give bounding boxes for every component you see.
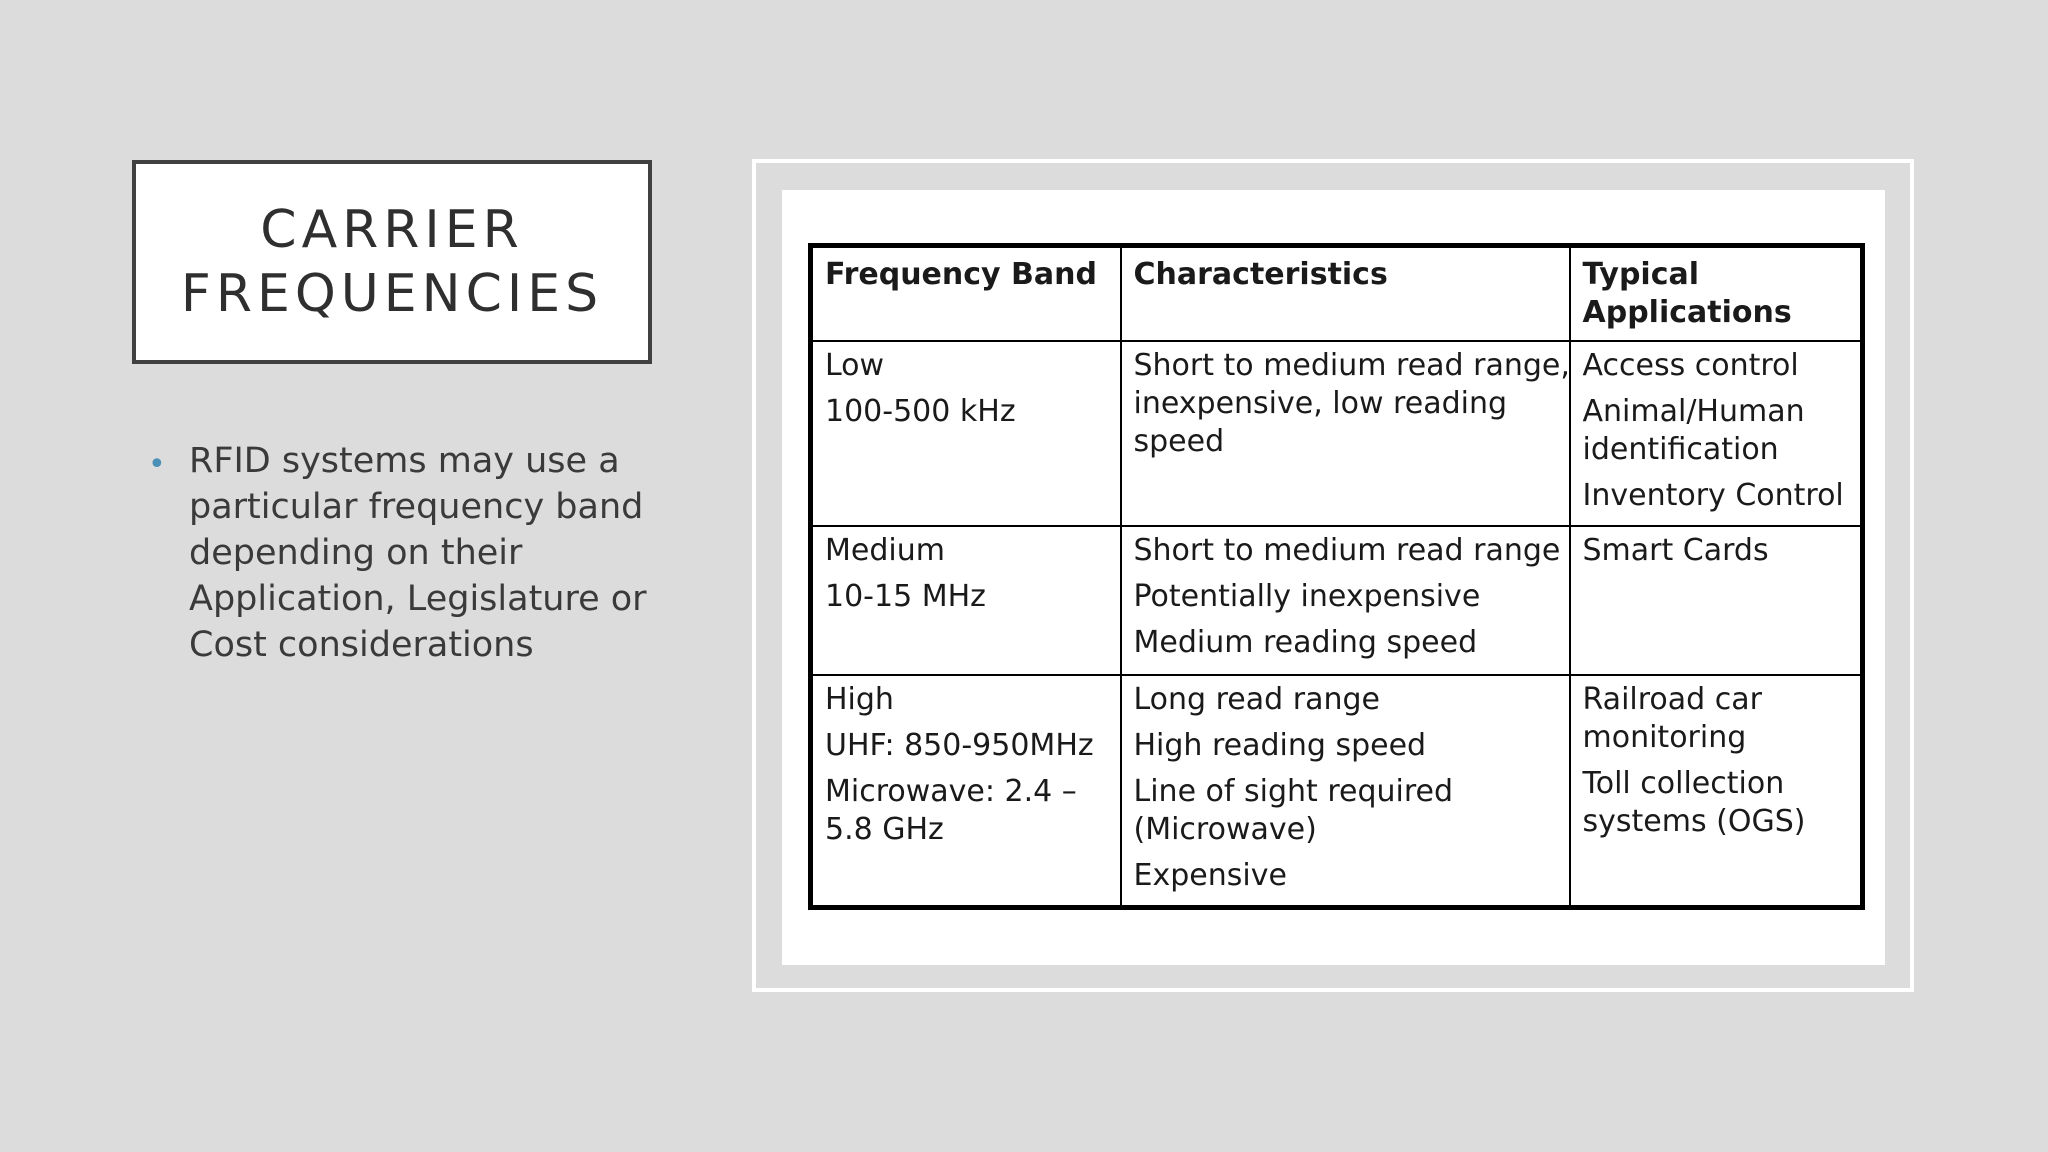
bullet-text [189,438,668,668]
bullet-line: particular frequency band [189,487,644,527]
frequency-table [808,243,1865,910]
cell-line: 10-15 MHz [825,578,986,614]
cell-line: monitoring [1582,719,1747,755]
title-box [132,160,652,364]
cell-line: UHF: 850-950MHz [825,727,1094,763]
table-header-row [811,246,1863,341]
cell-line: High reading speed [1133,727,1427,763]
cell-paragraph [1583,765,1849,841]
cell-frequency-band [811,341,1121,526]
cell-line: Medium [825,532,945,568]
cell-line: (Microwave) [1133,811,1317,847]
cell-paragraph [1134,857,1557,895]
cell-line: Inventory Control [1582,477,1844,513]
cell-line: identification [1582,431,1779,467]
cell-line: systems (OGS) [1582,803,1806,839]
cell-line: Line of sight required [1133,773,1454,809]
cell-paragraph [825,727,1108,765]
cell-line: inexpensive, low reading [1133,385,1508,421]
cell-paragraph [1583,532,1849,570]
slide-title-line: CARRIER [260,200,524,260]
cell-line: 5.8 GHz [825,811,944,847]
cell-paragraph [1133,532,1561,570]
cell-line: Short to medium read range [1133,532,1561,568]
cell-line: Access control [1582,347,1799,383]
cell-paragraph [1583,681,1849,757]
cell-line: Toll collection [1582,765,1785,801]
cell-paragraph [1134,578,1557,616]
cell-paragraph [1583,477,1849,515]
cell-frequency-band [811,675,1121,908]
header-line: Applications [1582,295,1792,330]
cell-paragraph [1583,393,1849,469]
cell-paragraph [825,773,1108,849]
bullet-line: Application, Legislature or [189,579,647,619]
cell-line: 100-500 kHz [825,393,1016,429]
table-body [811,341,1863,908]
cell-paragraph [825,347,1108,385]
table-row-high [811,675,1863,908]
cell-characteristics [1121,341,1570,526]
cell-line: Expensive [1133,857,1287,893]
cell-line: Low [825,347,885,383]
cell-paragraph [825,532,1108,570]
cell-line: Microwave: 2.4 – [825,773,1077,809]
cell-paragraph [825,681,1108,719]
cell-paragraph [1134,727,1557,765]
cell-applications [1570,675,1863,908]
cell-paragraph [1133,347,1570,461]
table-row-low [811,341,1863,526]
cell-characteristics [1121,526,1570,675]
cell-line: Medium reading speed [1133,624,1478,660]
header-typical-applications [1570,246,1863,341]
bullet-line: Cost considerations [189,625,534,665]
cell-line: Railroad car [1582,681,1762,717]
cell-line: High [825,681,894,717]
header-line: Typical [1582,257,1700,292]
slide-title-line: FREQUENCIES [180,264,604,324]
cell-line: Short to medium read range, [1133,347,1570,383]
cell-characteristics [1121,675,1570,908]
cell-paragraph [1134,681,1557,719]
cell-line: Long read range [1133,681,1380,717]
header-characteristics: Characteristics [1121,246,1570,341]
cell-frequency-band [811,526,1121,675]
bullet-line: depending on their [189,533,523,573]
cell-paragraph [825,578,1108,616]
cell-paragraph [1134,773,1557,849]
bullet-list [148,438,668,668]
bullet-line: RFID systems may use a [189,441,620,481]
cell-line: Smart Cards [1582,532,1769,568]
cell-line: Potentially inexpensive [1133,578,1481,614]
slide-title [181,198,603,326]
cell-applications [1570,341,1863,526]
header-frequency-band: Frequency Band [811,246,1121,341]
cell-line: speed [1133,423,1225,459]
cell-paragraph [825,393,1108,431]
cell-line: Animal/Human [1582,393,1805,429]
cell-applications [1570,526,1863,675]
bullet-icon: • [148,447,166,482]
cell-paragraph [1134,624,1557,662]
cell-paragraph [1583,347,1849,385]
table-row-medium [811,526,1863,675]
